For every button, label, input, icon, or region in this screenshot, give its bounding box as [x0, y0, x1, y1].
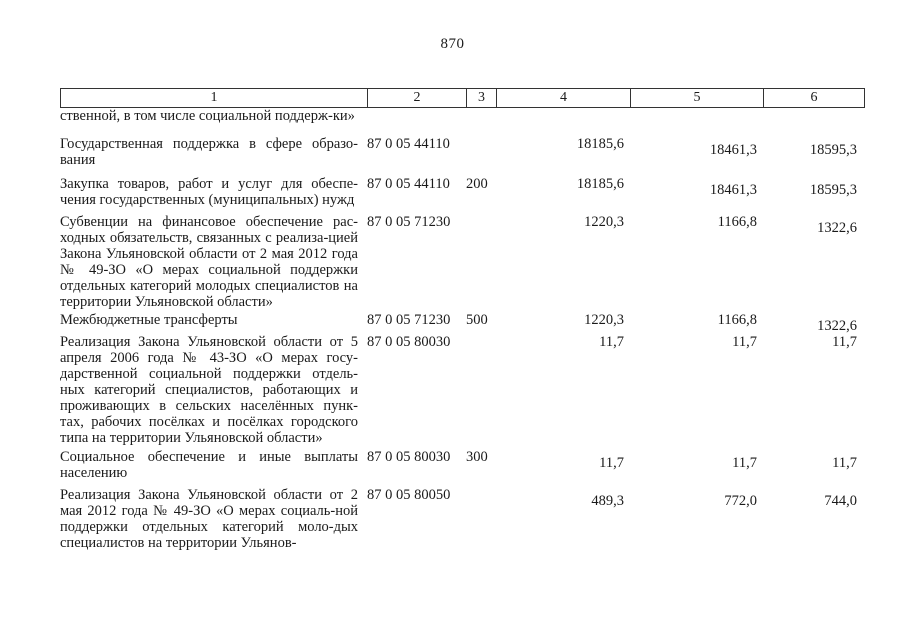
row-code: 87 0 05 44110	[367, 136, 450, 152]
table-row	[60, 214, 865, 310]
row-name: Закупка товаров, работ и услуг для обеспе-чения государственных (муниципальных) нужд	[60, 176, 358, 208]
row-code	[367, 108, 466, 124]
row-name: Реализация Закона Ульяновской области от 2 мая 2012 года № 49-ЗО «О мерах социаль-ной поддержки отдельных категорий моло-дых специалистов на территории Ульянов-	[60, 487, 358, 551]
header-col-2: 2	[368, 89, 467, 107]
row-value-4: 18185,6	[576, 176, 624, 192]
row-value-6: 18595,3	[809, 142, 857, 158]
row-vr: 200	[466, 176, 488, 192]
row-value-4: 11,7	[599, 334, 624, 350]
row-value-5: 11,7	[732, 455, 757, 471]
row-value-4: 1220,3	[584, 312, 624, 328]
row-value-6: 11,7	[832, 334, 857, 350]
row-value-4	[496, 108, 630, 124]
row-name: Социальное обеспечение и иные выплаты населению	[60, 449, 358, 481]
header-col-3: 3	[467, 89, 497, 107]
header-col-5: 5	[631, 89, 764, 107]
row-code: 87 0 05 71230	[367, 312, 451, 328]
row-value-5: 1166,8	[717, 312, 757, 328]
row-name: Государственная поддержка в сфере образо-вания	[60, 136, 358, 168]
row-value-6: 1322,6	[817, 318, 857, 334]
row-value-5: 1166,8	[717, 214, 757, 230]
row-code: 87 0 05 80030	[367, 334, 451, 350]
budget-table-body	[60, 108, 865, 551]
row-code: 87 0 05 80050	[367, 487, 451, 503]
table-row	[60, 136, 865, 168]
row-name: Реализация Закона Ульяновской области от 5 апреля 2006 года № 43-ЗО «О мерах госу-дарственной социальной поддержки отдель-ных категорий специалистов, работающих и проживающих в сельских населённых пунк-тах, рабочих посёлках и посёлках городского типа на территории Ульяновской области»	[60, 334, 358, 446]
row-value-6	[763, 108, 863, 124]
header-col-6: 6	[810, 90, 818, 105]
row-value-6: 11,7	[832, 455, 857, 471]
row-vr: 300	[466, 449, 488, 465]
row-vr	[466, 108, 496, 124]
row-vr	[466, 136, 496, 168]
row-vr: 500	[466, 312, 488, 328]
table-row	[60, 312, 865, 334]
row-name: Субвенции на финансовое обеспечение рас-ходных обязательств, связанных с реализа-цией Закона Ульяновской области от 2 мая 2012 года № 49-ЗО «О мерах социальной поддержки отдельных категорий молодых специалистов на территории Ульяновской области»	[60, 214, 358, 310]
row-value-4: 489,3	[591, 493, 624, 509]
header-col-1: 1	[61, 89, 368, 107]
row-name: Межбюджетные трансферты	[60, 312, 238, 328]
table-row	[60, 176, 865, 208]
header-col-4: 4	[497, 89, 631, 107]
table-row	[60, 487, 865, 551]
row-vr	[466, 214, 496, 310]
row-value-5: 772,0	[724, 493, 757, 509]
row-code: 87 0 05 71230	[367, 214, 451, 230]
table-header	[60, 88, 865, 108]
table-row	[60, 449, 865, 481]
row-value-5	[630, 108, 763, 124]
row-value-6: 18595,3	[809, 182, 857, 198]
row-name: ственной, в том числе социальной поддерж-ки»	[60, 108, 355, 124]
row-code: 87 0 05 44110	[367, 176, 450, 192]
page-number: 870	[440, 36, 465, 52]
row-value-5: 18461,3	[709, 182, 757, 198]
row-vr	[466, 334, 496, 446]
row-value-4: 18185,6	[576, 136, 624, 152]
row-vr	[466, 487, 496, 551]
table-row	[60, 108, 865, 124]
table-row	[60, 334, 865, 446]
row-value-4: 11,7	[599, 455, 624, 471]
row-value-4: 1220,3	[584, 214, 624, 230]
row-value-6: 1322,6	[817, 220, 857, 236]
row-value-5: 18461,3	[709, 142, 757, 158]
row-value-6: 744,0	[824, 493, 857, 509]
row-code: 87 0 05 80030	[367, 449, 451, 465]
row-value-5: 11,7	[732, 334, 757, 350]
